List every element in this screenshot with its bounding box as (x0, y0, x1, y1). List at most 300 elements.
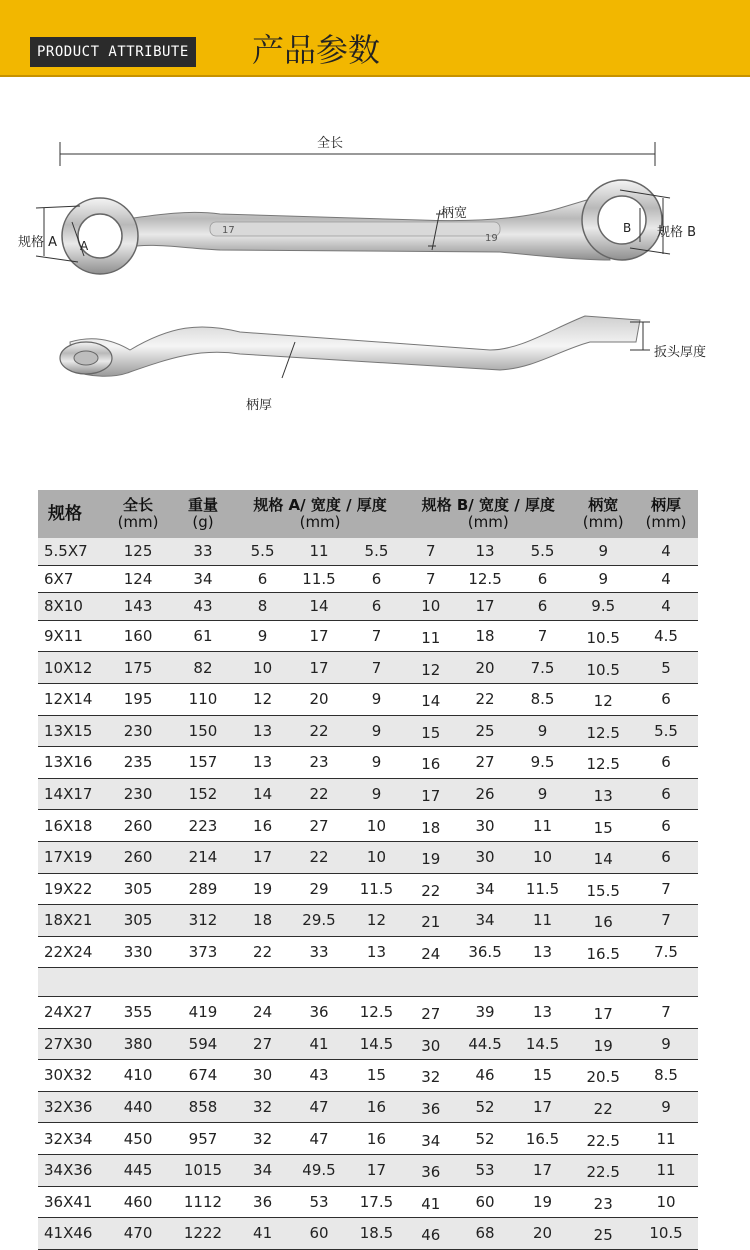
header-banner (0, 0, 750, 77)
header-spec-a-text: 规格 A/ 宽度 / 厚度 (253, 496, 387, 514)
table-cell: 27 (236, 1028, 289, 1060)
table-cell: 9 (572, 538, 634, 565)
table-cell: 124 (106, 565, 170, 593)
table-cell: 440 (106, 1091, 170, 1123)
table-cell: 30 (404, 1028, 457, 1060)
table-cell: 61 (170, 620, 236, 652)
table-cell: 44.5 (457, 1028, 512, 1060)
table-row (38, 715, 698, 747)
table-cell: 22X24 (38, 936, 106, 968)
table-cell: 27 (404, 997, 457, 1029)
table-cell: 36 (404, 1091, 457, 1123)
head-thickness-label: 扳头厚度 (654, 345, 707, 360)
table-cell (457, 968, 512, 997)
table-cell: 25 (572, 1218, 634, 1250)
table-cell: 60 (289, 1218, 349, 1250)
table-row (38, 683, 698, 715)
table-cell: 14X17 (38, 778, 106, 810)
table-cell: 13 (349, 936, 404, 968)
table-cell: 419 (170, 997, 236, 1029)
table-cell: 6 (634, 747, 698, 779)
table-cell: 19 (404, 841, 457, 873)
spec-table (38, 490, 698, 1250)
table-body (38, 538, 698, 1249)
table-cell: 16 (349, 1123, 404, 1155)
header-handle-thickness-text: 柄厚 (651, 496, 682, 514)
handle-width-label: 柄宽 (441, 206, 468, 221)
table-cell: 11 (634, 1123, 698, 1155)
table-cell: 16X18 (38, 810, 106, 842)
header-weight (170, 490, 236, 538)
table-cell: 22 (457, 683, 512, 715)
table-cell: 12.5 (572, 715, 634, 747)
table-cell: 15 (404, 715, 457, 747)
table-cell: 30X32 (38, 1060, 106, 1092)
table-cell: 289 (170, 873, 236, 905)
table-cell: 16 (236, 810, 289, 842)
table-row (38, 593, 698, 621)
table-cell: 143 (106, 593, 170, 621)
table-cell: 30 (457, 810, 512, 842)
table-cell: 10.5 (572, 620, 634, 652)
table-cell: 9 (349, 715, 404, 747)
table-cell: 460 (106, 1186, 170, 1218)
table-cell: 19 (572, 1028, 634, 1060)
table-cell: 47 (289, 1123, 349, 1155)
table-cell: 14 (572, 841, 634, 873)
table-cell: 13 (457, 538, 512, 565)
table-cell: 32 (236, 1091, 289, 1123)
table-cell (106, 968, 170, 997)
table-cell: 12X14 (38, 683, 106, 715)
table-cell: 8.5 (513, 683, 573, 715)
table-row (38, 841, 698, 873)
table-cell: 13X15 (38, 715, 106, 747)
table-cell: 13 (236, 715, 289, 747)
table-cell: 17 (457, 593, 512, 621)
table-cell: 1112 (170, 1186, 236, 1218)
table-cell (634, 968, 698, 997)
table-cell: 16 (572, 905, 634, 937)
table-cell: 29 (289, 873, 349, 905)
table-cell: 22 (236, 936, 289, 968)
table-cell: 16 (349, 1091, 404, 1123)
table-row (38, 538, 698, 565)
table-cell: 125 (106, 538, 170, 565)
table-cell: 13 (572, 778, 634, 810)
table-cell: 11 (404, 620, 457, 652)
table-cell: 4 (634, 538, 698, 565)
table-cell: 10 (349, 841, 404, 873)
table-cell: 8 (236, 593, 289, 621)
table-cell: 18X21 (38, 905, 106, 937)
table-cell: 5.5 (236, 538, 289, 565)
table-cell: 22.5 (572, 1154, 634, 1186)
table-cell: 36 (404, 1154, 457, 1186)
table-cell: 22 (289, 715, 349, 747)
table-cell (170, 968, 236, 997)
table-cell: 6 (634, 778, 698, 810)
table-cell: 5.5X7 (38, 538, 106, 565)
header-handle-width-text: 柄宽 (588, 496, 619, 514)
table-cell: 39 (457, 997, 512, 1029)
table-cell: 7 (349, 652, 404, 684)
table-header (38, 490, 698, 538)
product-attribute-badge: PRODUCT ATTRIBUTE (30, 37, 196, 67)
header-spec-b-unit: (mm) (467, 513, 509, 531)
table-cell: 18.5 (349, 1218, 404, 1250)
table-cell: 13 (513, 997, 573, 1029)
table-cell: 16.5 (572, 936, 634, 968)
table-cell: 27 (457, 747, 512, 779)
table-cell: 36 (289, 997, 349, 1029)
table-cell: 27X30 (38, 1028, 106, 1060)
table-cell: 7 (634, 873, 698, 905)
table-cell: 9X11 (38, 620, 106, 652)
table-cell: 7 (513, 620, 573, 652)
table-cell: 9 (349, 778, 404, 810)
header-weight-unit: (g) (192, 513, 214, 531)
table-row (38, 873, 698, 905)
table-cell: 20 (513, 1218, 573, 1250)
table-cell: 230 (106, 715, 170, 747)
page-title: 产品参数 (252, 31, 381, 69)
header-length-unit: (mm) (117, 513, 159, 531)
table-cell: 594 (170, 1028, 236, 1060)
table-cell: 6 (349, 593, 404, 621)
table-cell: 230 (106, 778, 170, 810)
table-cell: 11.5 (349, 873, 404, 905)
table-row (38, 1154, 698, 1186)
table-cell: 9 (634, 1028, 698, 1060)
table-cell: 9.5 (513, 747, 573, 779)
table-cell: 5.5 (513, 538, 573, 565)
table-cell: 7 (404, 565, 457, 593)
table-cell: 9.5 (572, 593, 634, 621)
table-cell: 235 (106, 747, 170, 779)
table-cell: 34 (404, 1123, 457, 1155)
table-cell: 32 (404, 1060, 457, 1092)
table-cell: 305 (106, 873, 170, 905)
table-cell: 10 (349, 810, 404, 842)
table-cell: 15.5 (572, 873, 634, 905)
table-cell: 53 (457, 1154, 512, 1186)
table-cell: 4.5 (634, 620, 698, 652)
table-cell: 24X27 (38, 997, 106, 1029)
table-row (38, 905, 698, 937)
table-cell: 20 (289, 683, 349, 715)
table-cell: 20.5 (572, 1060, 634, 1092)
table-cell: 17 (513, 1091, 573, 1123)
handle-thickness-label: 柄厚 (246, 398, 273, 413)
table-cell: 9 (572, 565, 634, 593)
table-cell: 674 (170, 1060, 236, 1092)
table-cell: 82 (170, 652, 236, 684)
table-cell: 41 (289, 1028, 349, 1060)
table-cell: 7 (404, 538, 457, 565)
table-cell: 17 (289, 652, 349, 684)
table-cell: 6 (513, 565, 573, 593)
table-cell: 30 (457, 841, 512, 873)
table-cell: 14 (404, 683, 457, 715)
table-cell (289, 968, 349, 997)
table-cell: 9 (513, 778, 573, 810)
table-cell: 7.5 (513, 652, 573, 684)
table-cell: 18 (404, 810, 457, 842)
table-cell: 7 (634, 905, 698, 937)
table-cell: 312 (170, 905, 236, 937)
table-cell: 7 (634, 997, 698, 1029)
table-cell: 30 (236, 1060, 289, 1092)
table-cell: 160 (106, 620, 170, 652)
table-cell: 17X19 (38, 841, 106, 873)
table-cell: 41 (404, 1186, 457, 1218)
table-cell: 5 (634, 652, 698, 684)
table-cell: 373 (170, 936, 236, 968)
table-cell: 150 (170, 715, 236, 747)
table-row (38, 1091, 698, 1123)
table-cell: 22 (289, 778, 349, 810)
table-cell: 19 (513, 1186, 573, 1218)
table-cell: 20 (457, 652, 512, 684)
table-cell: 34X36 (38, 1154, 106, 1186)
table-cell: 41 (236, 1218, 289, 1250)
table-cell: 6 (513, 593, 573, 621)
table-cell: 11.5 (513, 873, 573, 905)
header-weight-text: 重量 (187, 496, 218, 514)
table-cell: 10 (236, 652, 289, 684)
table-cell: 7 (349, 620, 404, 652)
header-spec-b (404, 490, 572, 538)
table-cell (349, 968, 404, 997)
total-length-label: 全长 (317, 136, 344, 151)
table-cell: 14 (236, 778, 289, 810)
spec-b-label: 规格 B (657, 225, 697, 240)
table-row (38, 1186, 698, 1218)
table-cell: 12 (404, 652, 457, 684)
header-handle-width (572, 490, 634, 538)
table-cell: 14 (289, 593, 349, 621)
table-cell: 68 (457, 1218, 512, 1250)
table-cell: 34 (457, 905, 512, 937)
table-cell: 410 (106, 1060, 170, 1092)
table-row (38, 747, 698, 779)
table-cell: 34 (457, 873, 512, 905)
header-handle-thickness (634, 490, 698, 538)
table-cell: 380 (106, 1028, 170, 1060)
table-cell: 11 (634, 1154, 698, 1186)
table-cell: 26 (457, 778, 512, 810)
table-cell: 6 (349, 565, 404, 593)
wrench-diagram (0, 110, 750, 440)
table-cell: 22.5 (572, 1123, 634, 1155)
header-spec-b-text: 规格 B/ 宽度 / 厚度 (421, 496, 555, 514)
table-cell: 18 (236, 905, 289, 937)
table-cell: 34 (236, 1154, 289, 1186)
table-cell: 23 (289, 747, 349, 779)
letter-a-text: A (80, 239, 89, 253)
table-cell: 355 (106, 997, 170, 1029)
table-cell: 305 (106, 905, 170, 937)
table-cell: 32 (236, 1123, 289, 1155)
header-length-text: 全长 (123, 496, 154, 514)
table-cell: 175 (106, 652, 170, 684)
table-cell: 9 (513, 715, 573, 747)
table-cell: 17 (236, 841, 289, 873)
header-spec-a-unit: (mm) (299, 513, 341, 531)
table-cell: 260 (106, 810, 170, 842)
table-cell: 9 (634, 1091, 698, 1123)
table-cell: 10 (404, 593, 457, 621)
table-cell: 17 (349, 1154, 404, 1186)
table-cell: 17 (289, 620, 349, 652)
table-cell: 152 (170, 778, 236, 810)
table-cell: 25 (457, 715, 512, 747)
table-cell (38, 968, 106, 997)
table-cell (404, 968, 457, 997)
table-cell: 13 (513, 936, 573, 968)
table-row (38, 1123, 698, 1155)
table-cell: 19X22 (38, 873, 106, 905)
table-cell: 12 (572, 683, 634, 715)
table-cell: 260 (106, 841, 170, 873)
table-cell: 24 (404, 936, 457, 968)
header-length (106, 490, 170, 538)
table-cell: 17.5 (349, 1186, 404, 1218)
table-row (38, 652, 698, 684)
table-cell: 52 (457, 1123, 512, 1155)
table-cell: 195 (106, 683, 170, 715)
table-cell: 36X41 (38, 1186, 106, 1218)
table-cell: 470 (106, 1218, 170, 1250)
table-cell: 19 (236, 873, 289, 905)
table-cell: 14.5 (513, 1028, 573, 1060)
table-cell: 53 (289, 1186, 349, 1218)
table-cell: 12.5 (349, 997, 404, 1029)
table-cell: 12 (236, 683, 289, 715)
table-cell: 24 (236, 997, 289, 1029)
table-cell: 43 (170, 593, 236, 621)
table-cell: 12 (349, 905, 404, 937)
table-row (38, 810, 698, 842)
table-cell: 223 (170, 810, 236, 842)
table-cell: 23 (572, 1186, 634, 1218)
table-cell: 33 (170, 538, 236, 565)
table-cell: 9 (236, 620, 289, 652)
header-spec-a (236, 490, 404, 538)
table-cell: 858 (170, 1091, 236, 1123)
table-cell: 34 (170, 565, 236, 593)
table-cell (572, 968, 634, 997)
table-cell: 52 (457, 1091, 512, 1123)
table-cell: 6 (634, 683, 698, 715)
table-cell: 15 (572, 810, 634, 842)
table-cell: 21 (404, 905, 457, 937)
table-cell: 16.5 (513, 1123, 573, 1155)
table-cell: 10.5 (572, 652, 634, 684)
table-cell: 7.5 (634, 936, 698, 968)
table-cell: 9 (349, 747, 404, 779)
table-cell: 10.5 (634, 1218, 698, 1250)
table-row (38, 1218, 698, 1250)
table-cell: 46 (404, 1218, 457, 1250)
table-cell: 36.5 (457, 936, 512, 968)
table-cell: 16 (404, 747, 457, 779)
table-cell: 11.5 (289, 565, 349, 593)
table-row (38, 968, 698, 997)
table-row (38, 1028, 698, 1060)
table-cell: 6 (634, 841, 698, 873)
letter-b-text: B (623, 221, 632, 235)
table-cell: 8.5 (634, 1060, 698, 1092)
table-cell (513, 968, 573, 997)
table-row (38, 778, 698, 810)
table-cell: 22 (572, 1091, 634, 1123)
table-cell: 8X10 (38, 593, 106, 621)
table-cell: 33 (289, 936, 349, 968)
table-cell: 27 (289, 810, 349, 842)
table-cell: 445 (106, 1154, 170, 1186)
header-spec: 规格 (38, 490, 106, 538)
table-cell: 5.5 (634, 715, 698, 747)
table-cell: 11 (289, 538, 349, 565)
table-row (38, 936, 698, 968)
table-cell: 43 (289, 1060, 349, 1092)
total-length-dimension (60, 142, 655, 166)
table-cell: 41X46 (38, 1218, 106, 1250)
table-cell: 10 (634, 1186, 698, 1218)
table-cell: 15 (349, 1060, 404, 1092)
table-cell: 4 (634, 565, 698, 593)
table-cell: 12.5 (572, 747, 634, 779)
table-cell: 10 (513, 841, 573, 873)
table-cell: 110 (170, 683, 236, 715)
header-handle-width-unit: (mm) (582, 513, 624, 531)
table-cell: 1015 (170, 1154, 236, 1186)
table-cell: 450 (106, 1123, 170, 1155)
table-cell: 4 (634, 593, 698, 621)
table-cell: 5.5 (349, 538, 404, 565)
table-row (38, 620, 698, 652)
table-cell: 46 (457, 1060, 512, 1092)
table-cell: 32X36 (38, 1091, 106, 1123)
table-cell: 17 (404, 778, 457, 810)
table-cell: 1222 (170, 1218, 236, 1250)
table-row (38, 565, 698, 593)
wrench-side-view (60, 316, 640, 376)
table-row (38, 997, 698, 1029)
table-cell: 22 (289, 841, 349, 873)
table-cell: 957 (170, 1123, 236, 1155)
table-cell: 15 (513, 1060, 573, 1092)
table-cell: 17 (572, 997, 634, 1029)
table-cell: 22 (404, 873, 457, 905)
table-cell (236, 968, 289, 997)
wrench-illustration (0, 110, 750, 440)
table-cell: 49.5 (289, 1154, 349, 1186)
table-cell: 214 (170, 841, 236, 873)
table-cell: 36 (236, 1186, 289, 1218)
table-cell: 11 (513, 905, 573, 937)
table-cell: 13X16 (38, 747, 106, 779)
table-cell: 47 (289, 1091, 349, 1123)
stamp-right-text: 19 (485, 233, 498, 244)
table-cell: 10X12 (38, 652, 106, 684)
table-cell: 32X34 (38, 1123, 106, 1155)
table-cell: 12.5 (457, 565, 512, 593)
table-cell: 11 (513, 810, 573, 842)
wrench-top-view (62, 180, 662, 274)
